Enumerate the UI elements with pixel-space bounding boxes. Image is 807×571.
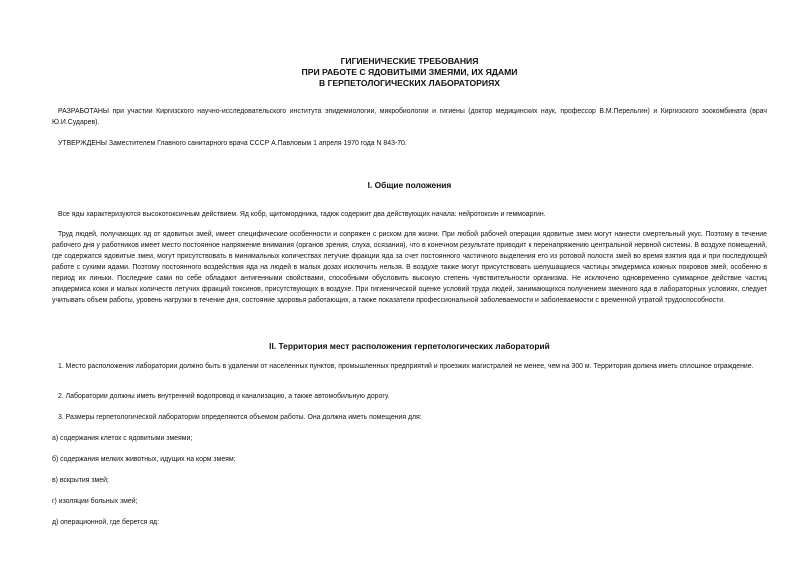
section-2-paragraph-2: 2. Лаборатории должны иметь внутренний водопровод и канализацию, а также автомобильную дорогу. bbox=[58, 393, 390, 400]
list-item: а) содержания клеток с ядовитыми змеями; bbox=[52, 435, 193, 442]
section-2-heading: II. Территория мест расположения герпетологических лабораторий bbox=[269, 341, 550, 351]
approved-paragraph: УТВЕРЖДЕНЫ Заместителем Главного санитарного врача СССР А.Павловым 1 апреля 1970 года N 843-70. bbox=[58, 140, 407, 147]
section-1-paragraph-1: Все яды характеризуются высокотоксичным действием. Яд кобр, щитомордника, гадюк содержит два действующих начала: нейротоксин и геммоаргин. bbox=[58, 211, 546, 218]
list-item: в) вскрытия змей; bbox=[52, 477, 109, 484]
list-item: б) содержания мелких животных, идущих на корм змеям; bbox=[52, 456, 236, 463]
developed-paragraph: РАЗРАБОТАНЫ при участии Киргизского научно-исследовательского института эпидемиологии, микробиологии и гигиены (доктор медицинских наук, профессор В.М.Перельгин) и Киргизского зоокомбината (врач Ю.И.Сударев). bbox=[52, 108, 767, 126]
section-2-paragraph-3: 3. Размеры герпетологической лаборатории определяются объемом работы. Она должна иметь помещения для: bbox=[58, 414, 422, 421]
title-line-2: ПРИ РАБОТЕ С ЯДОВИТЫМИ ЗМЕЯМИ, ИХ ЯДАМИ bbox=[301, 67, 518, 77]
section-1-paragraph-2: Труд людей, получающих яд от ядовитых змей, имеет специфические особенности и сопряжен с риском для жизни. При любой рабочей операции ядовитые змеи могут нанести смертельный укус. Поэтому в течение рабочего дня у работников имеет место постоянное напряжение внимания (органов зрения, слуха, осязания), что в конечном результате приводит к перенапряжению центральной нервной системы. В воздухе помещений, где содержатся ядовитые змеи, могут присутствовать в минимальных количествах летучие фракции яда за счет постоянного частичного выделения его из ротовой полости змей во время взятия яда и при последующей работе с сухими ядами. Поэтому постоянного воздействия яда на людей в малых дозах исключить нельзя. В воздухе также могут присутствовать шелушащиеся частицы эпидермиса кожных покровов змей, особенно в период их линьки. Последние сами по себе обладают антигенными свойствами, способными обусловить высокую степень чувствительности организма. Не исключено одновременно суммарное действие частиц эпидермиса кожи и малых количеств летучих фракций токсинов, присутствующих в воздухе. При гигиенической оценке условий труда людей, занимающихся получением змеиного яда в лабораторных условиях, следует учитывать объем работы, уровень нагрузки в течение дня, состояние здоровья работающих, а также показатели профессиональной заболеваемости и заболеваемости с временной утратой трудоспособности. bbox=[52, 231, 767, 304]
section-1-heading: I. Общие положения bbox=[367, 180, 452, 190]
title-line-3: В ГЕРПЕТОЛОГИЧЕСКИХ ЛАБОРАТОРИЯХ bbox=[318, 78, 500, 88]
list-item: г) изоляции больных змей; bbox=[52, 498, 138, 505]
section-2-paragraph-1: 1. Место расположения лаборатории должно быть в удалении от населенных пунктов, промышленных предприятий и проезжих магистралей не менее, чем на 300 м. Территория должна иметь сплошное ограждение. bbox=[58, 363, 754, 370]
title-line-1: ГИГИЕНИЧЕСКИЕ ТРЕБОВАНИЯ bbox=[340, 56, 479, 66]
list-item: д) операционной, где берется яд: bbox=[52, 519, 159, 526]
document-title bbox=[52, 56, 767, 89]
